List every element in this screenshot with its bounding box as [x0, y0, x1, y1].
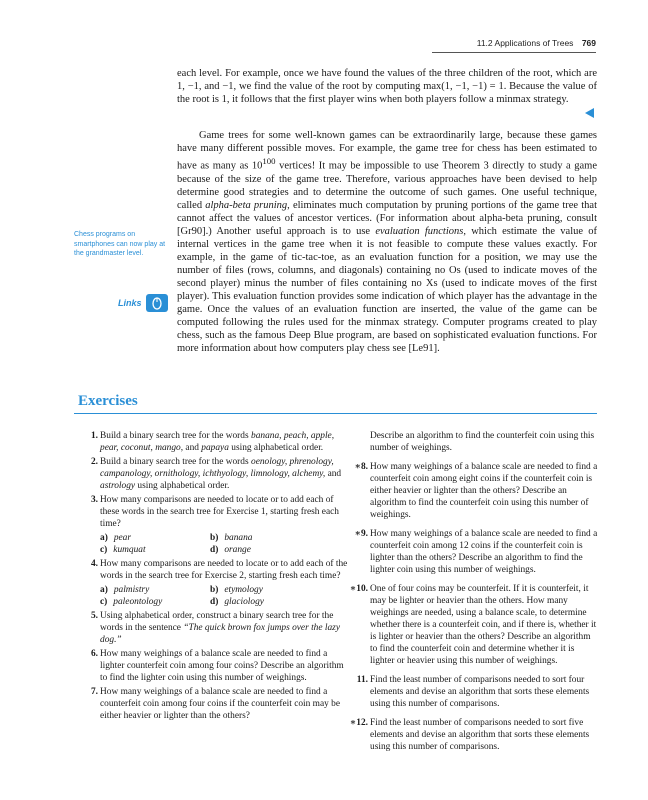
exercise-9: ∗9. How many weighings of a balance scale are needed to find a counterfeit coin among 12 coins if the counterfeit coin is lighter than the others? Describe an algorithm to find the lighter coin using this number of weighings.: [354, 529, 598, 575]
links-badge[interactable]: [118, 294, 168, 312]
exercise-3-parts: a) pear b) banana c) kumquat d) orange: [100, 533, 253, 555]
exercise-2: 2. Build a binary search tree for the words oenology, phrenology, campanology, ornithology, ichthyology, limnology, alchemy, and astrology using alphabetical order.: [90, 457, 342, 491]
links-label: Links: [118, 298, 142, 308]
paragraph-game-trees: Game trees for some well-known games can be extraordinarily large, because these games have many different possible moves. For example, the game tree for chess has been estimated to have as many as $10^{100}$ vertices! It may be impossible to use Theorem 3 directly to study a game because of the size of the game tree. Therefore, various approaches have been devised to help determine good strategies and to determine the outcome of such games. One useful technique, called alpha-beta pruning, eliminates much computation by pruning portions of the game tree that cannot affect the values of ancestor vertices. (For information about alpha-beta pruning, consult [Gr90].) Another useful approach is to use evaluation functions, which estimate the value of internal vertices in the game tree when it is not feasible to compute these values exactly. For example, in the game of tic-tac-toe, as an evaluation function for a position, we may use the number of files (rows, columns, and diagonals) containing no Os (used to indicate moves of the second player) minus the number of files containing no Xs (used to indicate moves of the first player). This evaluation function provides some indication of which player has the advantage in the game. Once the values of an evaluation function are inserted, the value of the game can be computed following the rules used for the minmax strategy. Computer programs created to play chess, such as the famous Deep Blue program, are based on sophisticated evaluation functions. For more information about how computers play chess see [Le91].: [177, 130, 598, 354]
exercises-left-column: [82, 430, 348, 724]
header-rule: [432, 52, 596, 53]
term-alpha-beta-pruning: alpha-beta pruning: [205, 199, 288, 211]
term-evaluation-functions: evaluation functions: [375, 225, 464, 237]
exercise-10: ∗10. One of four coins may be counterfeit. If it is counterfeit, it may be lighter or heavier than the others. How many weighings are needed, using a balance scale, to determine whether there is a counterfeit coin, and if there is, whether it is lighter or heavier than the others? Describe an algorithm to find the counterfeit coin and determine whether it is lighter or heavier using this number of weighings.: [349, 584, 597, 666]
exercise-5: 5. Using alphabetical order, construct a binary search tree for the words in the sentence “The quick brown fox jumps over the lazy dog.”: [90, 611, 340, 645]
exercise-8: ∗8. How many weighings of a balance scale are needed to find a counterfeit coin among eight coins if the counterfeit coin is either heavier or lighter than the others? Describe an algorithm to find the counterfeit coin using this number of weighings.: [354, 462, 598, 520]
running-header: [477, 38, 596, 48]
section-title: 11.2 Applications of Trees: [476, 38, 574, 48]
exercise-11: 11. Find the least number of comparisons needed to sort four elements and devise an algorithm that sorts these elements using this number of comparisons.: [356, 675, 590, 709]
exercises-rule: [74, 413, 597, 414]
exercise-4-parts: a) palmistry b) etymology c) paleontology d) glaciology: [100, 585, 264, 607]
exercises-right-column: [349, 430, 598, 755]
margin-note: Chess programs on smartphones can now play at the grandmaster level.: [74, 231, 166, 257]
exercise-12: ∗12. Find the least number of comparisons needed to sort five elements and devise an algorithm that sorts these elements using this number of comparisons.: [349, 718, 590, 752]
exercise-7-continued: Describe an algorithm to find the counterfeit coin using this number of weighings.: [370, 431, 595, 453]
exercise-3: 3. How many comparisons are needed to locate or to add each of these words in the search tree for Exercise 1, starting fresh each time? a) pear b) banana c) kumquat d) orange: [82, 494, 348, 556]
exercise-7: 7. How many weighings of a balance scale are needed to find a counterfeit coin among four coins if the counterfeit coin may be either heavier or lighter than the others?: [90, 687, 341, 721]
exercise-4: 4. How many comparisons are needed to locate or to add each of the words in the search tree for Exercise 2, starting fresh each time? a) palmistry b) etymology c) paleontology d) glaciology: [90, 559, 348, 607]
exponent: 100: [262, 156, 276, 166]
exercise-6: 6. How many weighings of a balance scale are needed to find a lighter counterfeit coin among four coins? Describe an algorithm to find the lighter coin using this number of weighings.: [90, 649, 344, 683]
mouse-icon: [146, 294, 168, 312]
page-number: 769: [581, 38, 596, 48]
example-end-marker-icon: [585, 108, 594, 118]
exercises-heading: Exercises: [78, 393, 138, 409]
exercise-1: 1. Build a binary search tree for the words banana, peach, apple, pear, coconut, mango, and papaya using alphabetical order.: [90, 431, 335, 453]
paragraph-minmax-conclusion: each level. For example, once we have found the values of the three children of the root, which are 1, −1, and −1, we find the value of the root by computing max(1, −1, −1) = 1. Because the value of the root is 1, it follows that the first player wins when both players follow a minmax strategy.: [177, 68, 597, 105]
